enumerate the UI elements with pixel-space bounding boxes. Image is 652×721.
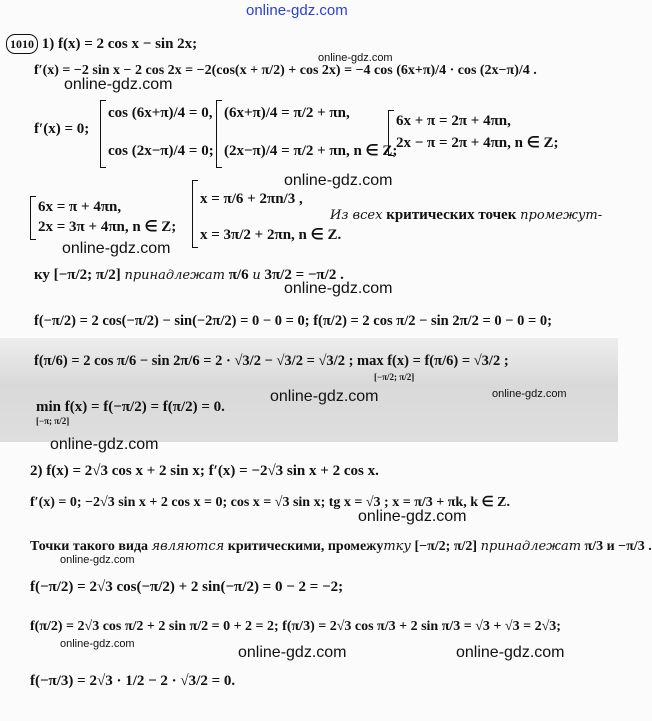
watermark: online-gdz.com <box>64 76 173 93</box>
p2-interval: [−π/2; π/2] <box>414 539 478 554</box>
watermark: online-gdz.com <box>60 638 135 650</box>
p1-sys5-a: x = π/6 + 2πn/3 , <box>200 191 303 207</box>
min-subscript: [−π; π/2] <box>36 416 70 426</box>
p1-values-ends: f(−π/2) = 2 cos(−π/2) − sin(−2π/2) = 0 − 0 = 0; f(π/2) = 2 cos π/2 − sin 2π/2 = 0 − 0 = 0; <box>34 313 552 329</box>
handwritten-note: принадлежат <box>480 539 582 554</box>
p1-sys4-b: 2x = 3π + 4πn, n ∈ Z; <box>38 219 177 235</box>
p1-interval: ку [−π/2; π/2] <box>34 267 121 283</box>
watermark: online-gdz.com <box>284 172 393 189</box>
handwritten-note: тку <box>383 539 411 554</box>
watermark: online-gdz.com <box>492 388 567 400</box>
watermark: online-gdz.com <box>60 554 135 566</box>
p2-line2: f′(x) = 0; −2√3 sin x + 2 cos x = 0; cos x = √3 sin x; tg x = √3 ; x = π/3 + πk, k ∈ Z. <box>30 495 511 510</box>
p1-point1: π/6 <box>228 267 249 283</box>
handwritten-note: и <box>252 268 261 283</box>
p2-line1: 2) f(x) = 2√3 cos x + 2 sin x; f′(x) = −2√3 sin x + 2 cos x. <box>30 463 379 479</box>
watermark: online-gdz.com <box>456 644 565 661</box>
watermark: online-gdz.com <box>238 644 347 661</box>
system-bracket <box>192 180 198 248</box>
p1-interval-line <box>34 266 344 285</box>
p2-text: критическими, <box>227 539 325 554</box>
watermark: online-gdz.com <box>318 52 393 64</box>
p2-value1: f(−π/2) = 2√3 cos(−π/2) + 2 sin(−π/2) = 0 − 2 = −2; <box>30 579 344 595</box>
handwritten-note: Из всех <box>330 208 383 223</box>
handwritten-note: принадлежат <box>124 268 225 283</box>
watermark: online-gdz.com <box>358 508 467 525</box>
watermark: online-gdz.com <box>62 240 171 257</box>
p2-value2: f(π/2) = 2√3 cos π/2 + 2 sin π/2 = 0 + 2 = 2; f(π/3) = 2√3 cos π/3 + 2 sin π/3 = √3 + √3 = 2√3; <box>30 619 561 634</box>
watermark: online-gdz.com <box>284 280 393 297</box>
p2-text: Точки такого вида <box>30 539 149 554</box>
watermark: online-gdz.com <box>50 436 159 453</box>
p1-note-text: критических точек <box>386 207 517 223</box>
system-bracket <box>216 100 222 168</box>
system-bracket <box>30 196 36 240</box>
p1-sys3-a: 6x + π = 2π + 4πn, <box>396 113 511 129</box>
system-bracket <box>100 100 106 168</box>
p1-min: min f(x) = f(−π/2) = f(π/2) = 0. <box>36 399 225 415</box>
handwritten-note: являются <box>151 539 225 554</box>
p1-sys1-a: cos (6x+π)/4 = 0, <box>108 105 213 121</box>
p1-value-mid: f(π/6) = 2 cos π/6 − sin 2π/6 = 2 · √3/2 − √3/2 = √3/2 ; max f(x) = f(π/6) = √3/2 ; <box>34 353 509 369</box>
p1-sys3-b: 2x − π = 2π + 4πn, n ∈ Z; <box>396 135 559 151</box>
p2-points: π/3 и −π/3 . <box>584 539 652 554</box>
p2-value3: f(−π/3) = 2√3 · 1/2 − 2 · √3/2 = 0. <box>30 673 236 689</box>
max-subscript: [−π/2; π/2] <box>374 372 415 382</box>
p1-sys2-b: (2x−π)/4 = π/2 + πn, n ∈ Z; <box>224 143 398 159</box>
p1-note <box>330 206 602 225</box>
p1-sys1-b: cos (2x−π)/4 = 0; <box>108 143 214 159</box>
problem-number: 1010 <box>6 34 38 54</box>
p1-sys2-a: (6x+π)/4 = π/2 + πn, <box>224 105 350 121</box>
p1-eq-zero: f′(x) = 0; <box>34 121 90 137</box>
system-bracket <box>388 110 394 156</box>
p2-interval-line <box>30 538 652 556</box>
p1-sys4-a: 6x = π + 4πn, <box>38 199 122 215</box>
p1-point2: 3π/2 = −π/2 . <box>264 267 344 283</box>
p2-text: промежу <box>327 539 384 554</box>
problem-header <box>6 34 197 54</box>
watermark-top: online-gdz.com <box>246 2 348 19</box>
p1-sys5-b: x = 3π/2 + 2πn, n ∈ Z. <box>200 227 342 243</box>
p1-derivative: f′(x) = −2 sin x − 2 cos 2x = −2(cos(x + π/2) + cos 2x) = −4 cos (6x+π)/4 · cos (2x−π)/4 . <box>34 63 537 78</box>
handwritten-note: промежут- <box>520 208 603 223</box>
watermark: online-gdz.com <box>270 388 379 405</box>
p1-line1: 1) f(x) = 2 cos x − sin 2x; <box>41 36 198 52</box>
